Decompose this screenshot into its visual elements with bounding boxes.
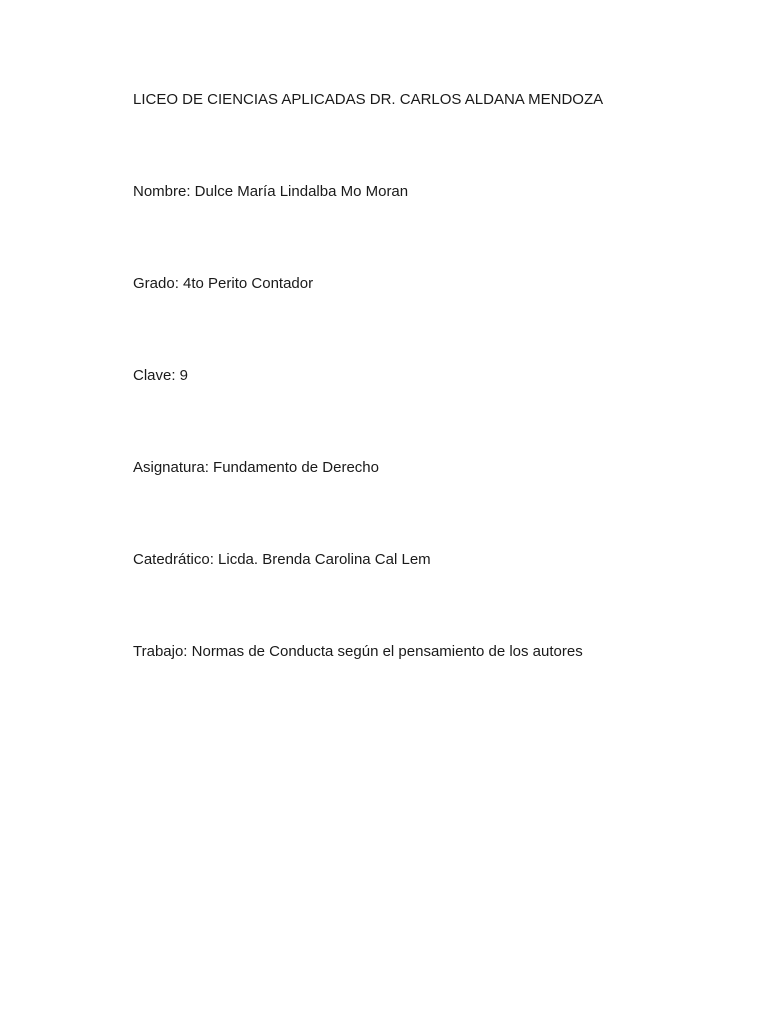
student-key: Clave: 9 (133, 367, 189, 384)
assignment-title: Trabajo: Normas de Conducta según el pensamiento de los autores (133, 643, 583, 660)
school-name: LICEO DE CIENCIAS APLICADAS DR. CARLOS ALDANA MENDOZA (133, 91, 604, 108)
subject: Asignatura: Fundamento de Derecho (133, 459, 379, 476)
grade: Grado: 4to Perito Contador (133, 275, 314, 292)
teacher: Catedrático: Licda. Brenda Carolina Cal Lem (133, 551, 431, 568)
student-name: Nombre: Dulce María Lindalba Mo Moran (133, 183, 409, 200)
